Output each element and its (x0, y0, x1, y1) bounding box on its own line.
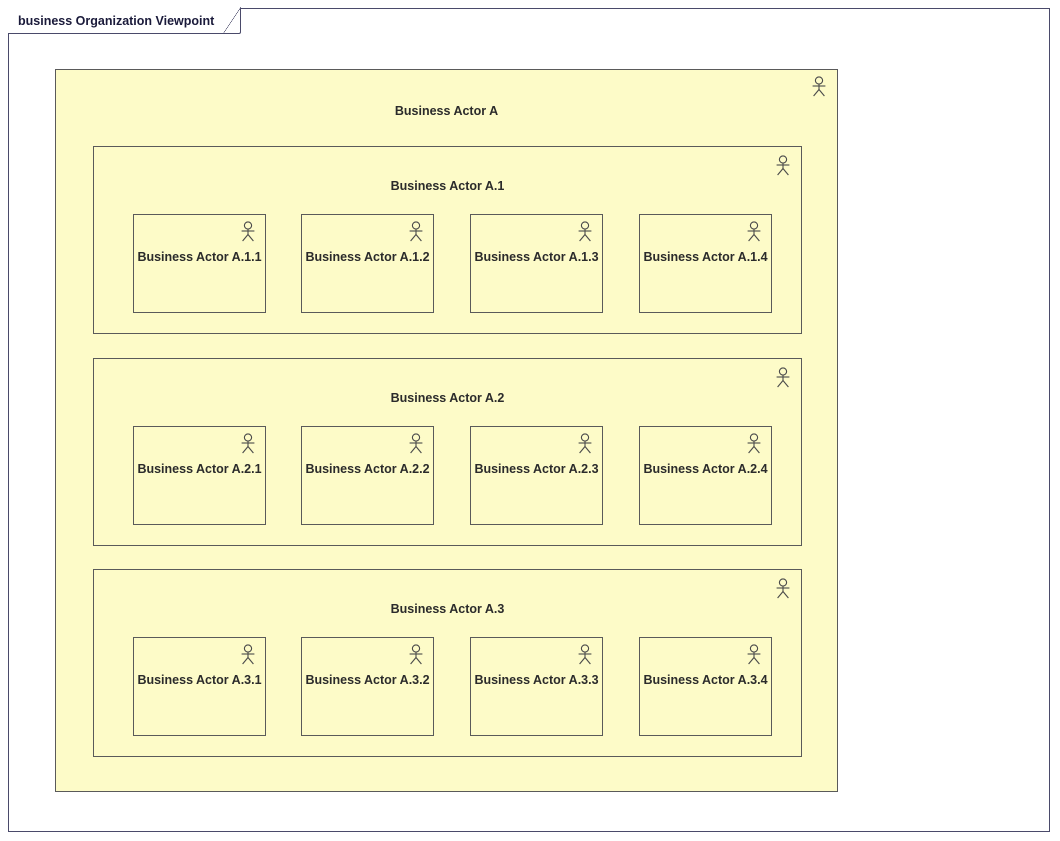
element-label: Business Actor A.3.1 (137, 673, 262, 687)
element-label: Business Actor A.1.1 (137, 250, 262, 264)
business-actor-icon (746, 221, 762, 243)
element-business-actor-a[interactable] (55, 69, 838, 792)
element-label: Business Actor A.3.2 (305, 673, 430, 687)
element-business-actor-a-2-1[interactable] (133, 426, 266, 525)
diagram-title-tab (8, 8, 241, 34)
business-actor-icon (240, 644, 256, 666)
element-business-actor-a-2-4[interactable] (639, 426, 772, 525)
diagram-title: business Organization Viewpoint (18, 13, 215, 28)
element-label: Business Actor A.2.3 (474, 462, 599, 476)
element-label: Business Actor A.2.1 (137, 462, 262, 476)
element-business-actor-a-3[interactable] (93, 569, 802, 757)
element-label: Business Actor A.2 (390, 391, 505, 405)
business-actor-icon (811, 76, 827, 98)
element-label: Business Actor A.1.2 (305, 250, 430, 264)
business-actor-icon (775, 578, 791, 600)
element-label: Business Actor A (394, 104, 499, 118)
business-actor-icon (408, 433, 424, 455)
business-actor-icon (775, 155, 791, 177)
element-label: Business Actor A.3.3 (474, 673, 599, 687)
element-label: Business Actor A.3 (390, 602, 505, 616)
element-label: Business Actor A.1 (390, 179, 505, 193)
element-label: Business Actor A.2.2 (305, 462, 430, 476)
element-label: Business Actor A.1.4 (643, 250, 768, 264)
diagram-frame (8, 8, 1050, 832)
element-label: Business Actor A.1.3 (474, 250, 599, 264)
business-actor-icon (408, 221, 424, 243)
business-actor-icon (746, 433, 762, 455)
element-business-actor-a-1[interactable] (93, 146, 802, 334)
business-actor-icon (577, 433, 593, 455)
element-label: Business Actor A.2.4 (643, 462, 768, 476)
element-business-actor-a-1-3[interactable] (470, 214, 603, 313)
business-actor-icon (775, 367, 791, 389)
element-business-actor-a-1-2[interactable] (301, 214, 434, 313)
element-business-actor-a-2[interactable] (93, 358, 802, 546)
element-business-actor-a-3-1[interactable] (133, 637, 266, 736)
element-business-actor-a-3-3[interactable] (470, 637, 603, 736)
element-business-actor-a-3-2[interactable] (301, 637, 434, 736)
element-business-actor-a-2-3[interactable] (470, 426, 603, 525)
element-business-actor-a-1-1[interactable] (133, 214, 266, 313)
business-actor-icon (240, 221, 256, 243)
element-business-actor-a-3-4[interactable] (639, 637, 772, 736)
element-business-actor-a-2-2[interactable] (301, 426, 434, 525)
element-label: Business Actor A.3.4 (643, 673, 768, 687)
business-actor-icon (746, 644, 762, 666)
business-actor-icon (577, 221, 593, 243)
business-actor-icon (408, 644, 424, 666)
element-business-actor-a-1-4[interactable] (639, 214, 772, 313)
business-actor-icon (240, 433, 256, 455)
business-actor-icon (577, 644, 593, 666)
